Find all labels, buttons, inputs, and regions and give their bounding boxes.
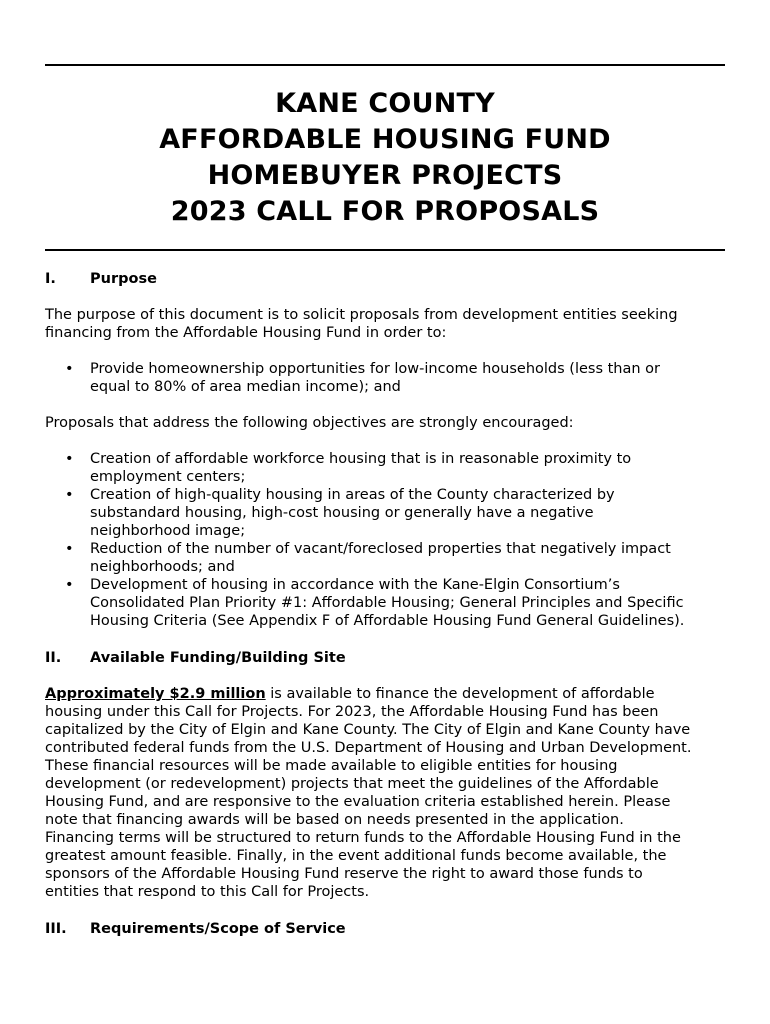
title-line: HOMEBUYER PROJECTS xyxy=(207,160,563,191)
section-heading-requirements xyxy=(45,920,346,938)
bullet-icon: • xyxy=(65,487,74,503)
text-line: equal to 80% of area median income); and xyxy=(90,379,401,395)
section-heading-funding xyxy=(45,649,346,667)
bullet-icon: • xyxy=(65,541,74,557)
text-line: Provide homeownership opportunities for low-income households (less than or xyxy=(90,361,661,377)
text-line: greatest amount feasible. Finally, in the event additional funds become available, the xyxy=(45,848,667,864)
title-line: AFFORDABLE HOUSING FUND xyxy=(159,124,611,155)
text-line: neighborhood image; xyxy=(90,523,246,539)
text-line: Reduction of the number of vacant/foreclosed properties that negatively impact xyxy=(90,541,671,557)
text-line: Creation of high-quality housing in areas of the County characterized by xyxy=(90,487,615,503)
text-line: employment centers; xyxy=(90,469,246,485)
text-line: substandard housing, high-cost housing or generally have a negative xyxy=(90,505,594,521)
section-heading-purpose xyxy=(45,270,157,288)
text-line: contributed federal funds from the U.S. Department of Housing and Urban Development. xyxy=(45,740,692,756)
purpose-intro xyxy=(45,306,725,342)
section-number: I. xyxy=(45,271,56,287)
text-fragment: is available to finance the development of affordable xyxy=(265,686,655,702)
text-line: entities that respond to this Call for Projects. xyxy=(45,884,370,900)
text-line: The purpose of this document is to solicit proposals from development entities seeking xyxy=(45,307,678,323)
bullet-icon: • xyxy=(65,451,74,467)
text-line: financing from the Affordable Housing Fund in order to: xyxy=(45,325,447,341)
top-rule xyxy=(45,64,725,66)
text-line: development (or redevelopment) projects that meet the guidelines of the Affordable xyxy=(45,776,659,792)
funding-paragraph xyxy=(45,685,725,901)
text-line: Housing Fund, and are responsive to the evaluation criteria established herein. Please xyxy=(45,794,671,810)
list-item xyxy=(45,486,725,540)
section-number: III. xyxy=(45,921,67,937)
funding-amount: Approximately $2.9 million xyxy=(45,686,266,702)
list-item xyxy=(45,360,725,396)
text-line: Proposals that address the following objectives are strongly encouraged: xyxy=(45,415,574,431)
text-line: note that financing awards will be based on needs presented in the application. xyxy=(45,812,624,828)
objectives-intro xyxy=(45,414,725,432)
title-line: 2023 CALL FOR PROPOSALS xyxy=(170,196,600,227)
section-number: II. xyxy=(45,650,62,666)
list-item xyxy=(45,576,725,630)
bullet-icon: • xyxy=(65,577,74,593)
text-line: Housing Criteria (See Appendix F of Affordable Housing Fund General Guidelines). xyxy=(90,613,685,629)
document-title xyxy=(45,86,725,230)
bullet-icon: • xyxy=(65,361,74,377)
text-line: These financial resources will be made available to eligible entities for housing xyxy=(45,758,618,774)
title-line: KANE COUNTY xyxy=(275,88,495,119)
objectives-bullet-list xyxy=(45,450,725,630)
text-line: neighborhoods; and xyxy=(90,559,235,575)
text-line: housing under this Call for Projects. For 2023, the Affordable Housing Fund has been xyxy=(45,704,659,720)
text-line: Development of housing in accordance with the Kane-Elgin Consortium’s xyxy=(90,577,620,593)
text-line xyxy=(45,685,725,703)
text-line: capitalized by the City of Elgin and Kane County. The City of Elgin and Kane County have xyxy=(45,722,691,738)
text-line: Creation of affordable workforce housing that is in reasonable proximity to xyxy=(90,451,632,467)
text-line: Financing terms will be structured to return funds to the Affordable Housing Fund in the xyxy=(45,830,681,846)
section-title: Purpose xyxy=(90,271,157,287)
text-line: sponsors of the Affordable Housing Fund reserve the right to award those funds to xyxy=(45,866,643,882)
list-item xyxy=(45,450,725,486)
section-title: Requirements/Scope of Service xyxy=(90,921,346,937)
purpose-bullet-list xyxy=(45,360,725,396)
bottom-rule xyxy=(45,249,725,251)
text-line: Consolidated Plan Priority #1: Affordable Housing; General Principles and Specific xyxy=(90,595,684,611)
section-title: Available Funding/Building Site xyxy=(90,650,346,666)
list-item xyxy=(45,540,725,576)
